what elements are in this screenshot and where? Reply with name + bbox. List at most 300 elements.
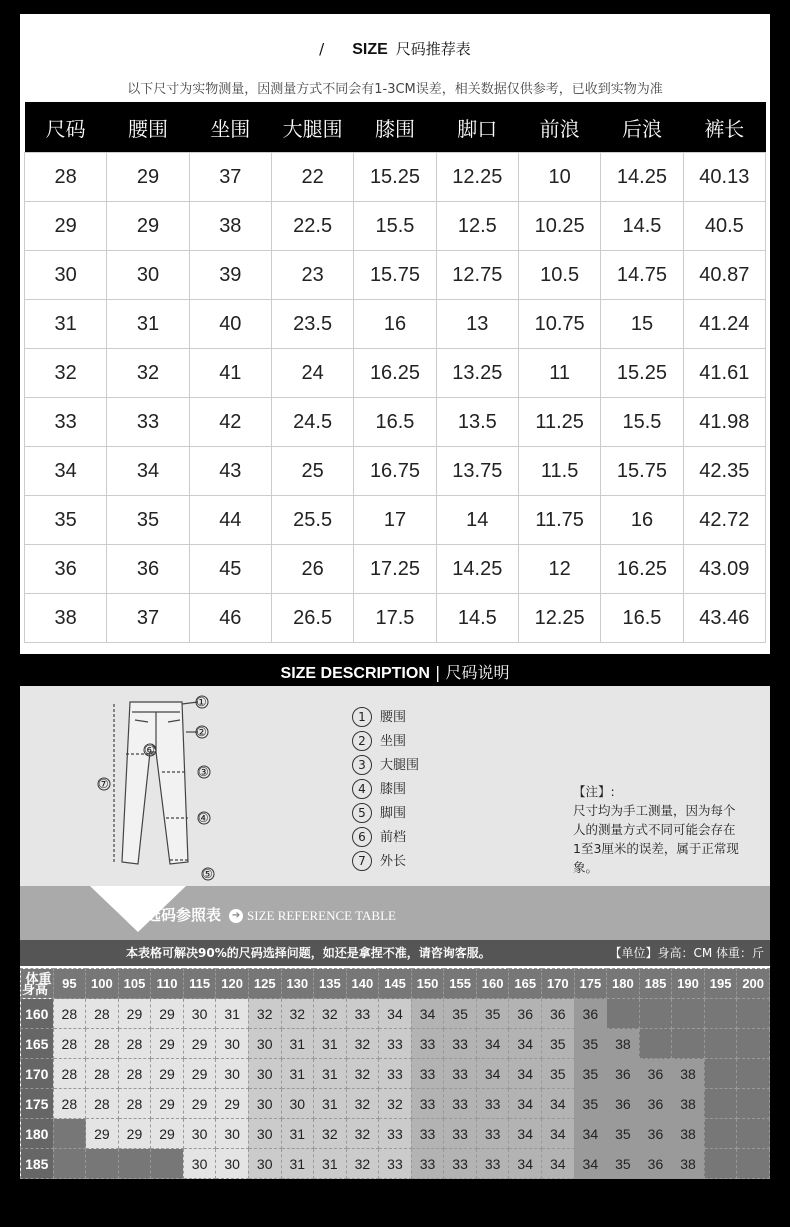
table-cell: 35 <box>574 1089 607 1119</box>
weight-header: 135 <box>314 969 347 999</box>
measurement-legend <box>352 706 419 874</box>
legend-item <box>352 826 419 850</box>
note-line: 尺寸均为手工测量，因为每个 <box>573 803 736 818</box>
table-cell: 32 <box>346 1119 379 1149</box>
table-cell: 22.5 <box>271 202 353 251</box>
table-cell: 33 <box>346 999 379 1029</box>
table-cell: 42 <box>189 398 271 447</box>
note-line: 1至3厘米的误差，属于正常现 <box>573 841 739 856</box>
table-cell: 38 <box>25 594 107 643</box>
legend-number: 6 <box>352 827 372 847</box>
table-cell: 26.5 <box>271 594 353 643</box>
measurement-note: 以下尺寸为实物测量，因测量方式不同会有1-3CM误差，相关数据仅供参考，已收到实物为准 <box>127 82 663 97</box>
table-cell: 32 <box>107 349 189 398</box>
note-line: 人的测量方式不同可能会存在 <box>573 822 736 837</box>
table-cell: 36 <box>639 1059 672 1089</box>
description-title-cn: 尺码说明 <box>445 663 510 682</box>
table-cell: 40 <box>189 300 271 349</box>
table-cell: 30 <box>183 1119 216 1149</box>
table-cell: 33 <box>411 1059 444 1089</box>
table-cell: 29 <box>151 1059 184 1089</box>
table-cell: 41.24 <box>683 300 765 349</box>
table-cell: 13.75 <box>436 447 518 496</box>
table-cell: 34 <box>476 1059 509 1089</box>
legend-label: 坐围 <box>380 734 407 749</box>
legend-label: 外长 <box>380 854 407 869</box>
table-cell <box>704 999 737 1029</box>
table-cell: 33 <box>476 1119 509 1149</box>
reference-table <box>20 968 770 1179</box>
table-row <box>25 202 766 251</box>
table-cell: 44 <box>189 496 271 545</box>
table-cell: 33 <box>379 1059 412 1089</box>
table-row <box>21 1149 770 1179</box>
height-header: 165 <box>21 1029 54 1059</box>
weight-header: 185 <box>639 969 672 999</box>
table-cell: 33 <box>411 1149 444 1179</box>
table-cell: 34 <box>542 1149 575 1179</box>
table-cell: 30 <box>25 251 107 300</box>
table-cell: 14.25 <box>436 545 518 594</box>
corner-weight-label: 体重 <box>25 970 52 986</box>
table-cell <box>737 1029 770 1059</box>
table-cell: 32 <box>25 349 107 398</box>
table-cell: 33 <box>444 1089 477 1119</box>
table-cell: 40.13 <box>683 153 765 202</box>
legend-item <box>352 850 419 874</box>
table-cell: 36 <box>542 999 575 1029</box>
table-row <box>25 153 766 202</box>
reference-header <box>20 886 770 940</box>
table-cell: 34 <box>25 447 107 496</box>
table-cell: 36 <box>639 1149 672 1179</box>
table-cell: 36 <box>639 1089 672 1119</box>
size-table-header <box>25 102 766 153</box>
table-cell: 41.98 <box>683 398 765 447</box>
table-cell: 10.5 <box>518 251 600 300</box>
table-cell: 40.5 <box>683 202 765 251</box>
height-header: 160 <box>21 999 54 1029</box>
table-cell: 35 <box>25 496 107 545</box>
table-cell: 11.75 <box>518 496 600 545</box>
corner-cell <box>21 969 54 999</box>
table-cell: 29 <box>151 1029 184 1059</box>
table-cell: 33 <box>444 1119 477 1149</box>
arrow-right-icon: ➔ <box>229 909 243 923</box>
table-cell: 15 <box>601 300 683 349</box>
reference-header-row <box>21 969 770 999</box>
table-cell: 28 <box>25 153 107 202</box>
table-cell: 34 <box>476 1029 509 1059</box>
table-cell: 10.25 <box>518 202 600 251</box>
table-cell: 29 <box>107 153 189 202</box>
table-cell: 29 <box>183 1089 216 1119</box>
corner-height-label: 身高 <box>22 981 49 997</box>
table-cell: 29 <box>25 202 107 251</box>
table-cell: 32 <box>314 999 347 1029</box>
table-cell: 33 <box>379 1029 412 1059</box>
table-cell: 15.5 <box>601 398 683 447</box>
table-cell: 33 <box>476 1089 509 1119</box>
table-cell: 12.5 <box>436 202 518 251</box>
table-cell: 36 <box>607 1089 640 1119</box>
table-cell: 40.87 <box>683 251 765 300</box>
table-cell: 38 <box>672 1059 705 1089</box>
column-header: 坐围 <box>189 102 271 153</box>
table-cell: 34 <box>542 1119 575 1149</box>
legend-number: 7 <box>352 851 372 871</box>
table-cell: 45 <box>189 545 271 594</box>
title-cn: 尺码推荐表 <box>395 40 471 58</box>
reference-note: 本表格可解决90%的尺码选择问题，如还是拿捏不准，请咨询客服。 <box>126 946 491 960</box>
diagram-marker-2: ② <box>196 725 207 739</box>
table-cell: 28 <box>118 1059 151 1089</box>
table-cell: 30 <box>107 251 189 300</box>
table-cell <box>672 999 705 1029</box>
table-cell: 41 <box>189 349 271 398</box>
table-cell: 29 <box>151 999 184 1029</box>
table-cell: 33 <box>411 1029 444 1059</box>
table-cell: 30 <box>216 1059 249 1089</box>
table-cell: 36 <box>639 1119 672 1149</box>
legend-label: 前档 <box>380 830 407 845</box>
table-cell: 15.25 <box>354 153 436 202</box>
table-cell: 15.75 <box>354 251 436 300</box>
table-cell: 32 <box>346 1059 379 1089</box>
height-header: 175 <box>21 1089 54 1119</box>
table-cell: 14.25 <box>601 153 683 202</box>
note-title: 【注】: <box>573 784 615 799</box>
table-cell: 14.5 <box>436 594 518 643</box>
weight-header: 170 <box>542 969 575 999</box>
table-cell: 13.25 <box>436 349 518 398</box>
reference-unit: 【单位】身高：CM 体重：斤 <box>609 946 764 960</box>
table-cell: 36 <box>574 999 607 1029</box>
table-cell: 12.25 <box>436 153 518 202</box>
table-cell: 32 <box>346 1089 379 1119</box>
legend-number: 4 <box>352 779 372 799</box>
table-cell: 29 <box>86 1119 119 1149</box>
table-row <box>21 1089 770 1119</box>
table-row <box>25 398 766 447</box>
table-cell: 25 <box>271 447 353 496</box>
table-cell: 35 <box>574 1059 607 1089</box>
column-header: 腰围 <box>107 102 189 153</box>
reference-note-bar <box>20 940 770 966</box>
table-cell: 36 <box>509 999 542 1029</box>
table-row <box>21 1029 770 1059</box>
height-header: 180 <box>21 1119 54 1149</box>
table-cell: 30 <box>248 1149 281 1179</box>
table-cell: 34 <box>509 1119 542 1149</box>
table-cell: 30 <box>248 1029 281 1059</box>
table-row <box>25 496 766 545</box>
table-cell: 28 <box>86 999 119 1029</box>
reference-title-en: SIZE REFERENCE TABLE <box>247 908 396 923</box>
table-cell: 36 <box>107 545 189 594</box>
table-cell: 16.75 <box>354 447 436 496</box>
table-cell: 29 <box>118 999 151 1029</box>
legend-label: 脚围 <box>380 806 407 821</box>
table-cell: 35 <box>542 1059 575 1089</box>
table-cell: 33 <box>411 1089 444 1119</box>
table-cell: 34 <box>509 1059 542 1089</box>
table-cell: 33 <box>411 1119 444 1149</box>
table-cell: 35 <box>607 1149 640 1179</box>
table-cell: 34 <box>411 999 444 1029</box>
table-cell: 24 <box>271 349 353 398</box>
table-cell: 34 <box>107 447 189 496</box>
table-cell: 28 <box>86 1089 119 1119</box>
table-cell: 28 <box>53 1029 86 1059</box>
table-cell: 42.72 <box>683 496 765 545</box>
table-cell: 35 <box>542 1029 575 1059</box>
legend-item <box>352 730 419 754</box>
table-cell: 13 <box>436 300 518 349</box>
table-cell: 16.5 <box>354 398 436 447</box>
table-cell: 38 <box>672 1089 705 1119</box>
table-cell: 28 <box>53 1089 86 1119</box>
table-cell: 33 <box>444 1149 477 1179</box>
table-row <box>25 300 766 349</box>
table-cell <box>86 1149 119 1179</box>
table-cell: 29 <box>151 1119 184 1149</box>
size-title <box>20 38 770 59</box>
column-header: 后浪 <box>601 102 683 153</box>
table-cell: 29 <box>151 1089 184 1119</box>
weight-header: 160 <box>476 969 509 999</box>
table-cell: 29 <box>118 1119 151 1149</box>
table-cell: 31 <box>281 1149 314 1179</box>
table-cell: 35 <box>107 496 189 545</box>
size-table <box>24 102 766 643</box>
table-cell: 35 <box>444 999 477 1029</box>
table-row <box>21 1119 770 1149</box>
table-cell: 31 <box>25 300 107 349</box>
table-cell: 32 <box>281 999 314 1029</box>
weight-header: 195 <box>704 969 737 999</box>
table-cell: 28 <box>53 999 86 1029</box>
legend-number: 5 <box>352 803 372 823</box>
table-cell: 35 <box>574 1029 607 1059</box>
table-cell: 33 <box>379 1119 412 1149</box>
table-cell: 34 <box>542 1089 575 1119</box>
title-en: SIZE <box>352 41 388 58</box>
table-cell: 31 <box>107 300 189 349</box>
table-cell: 43.09 <box>683 545 765 594</box>
table-cell: 31 <box>314 1059 347 1089</box>
weight-header: 115 <box>183 969 216 999</box>
column-header: 大腿围 <box>271 102 353 153</box>
table-cell: 25.5 <box>271 496 353 545</box>
weight-header: 150 <box>411 969 444 999</box>
table-cell: 31 <box>281 1059 314 1089</box>
table-cell: 14.75 <box>601 251 683 300</box>
table-cell: 30 <box>248 1119 281 1149</box>
table-row <box>21 999 770 1029</box>
size-recommendation-panel <box>20 14 770 654</box>
table-cell: 43.46 <box>683 594 765 643</box>
table-cell <box>737 1059 770 1089</box>
table-cell: 16.5 <box>601 594 683 643</box>
table-row <box>21 1059 770 1089</box>
table-cell: 32 <box>346 1149 379 1179</box>
diagram-marker-1: ① <box>196 695 207 709</box>
weight-header: 155 <box>444 969 477 999</box>
weight-header: 145 <box>379 969 412 999</box>
table-cell: 34 <box>509 1089 542 1119</box>
height-header: 170 <box>21 1059 54 1089</box>
table-cell: 31 <box>314 1089 347 1119</box>
diagram-marker-7: ⑦ <box>98 777 109 791</box>
table-cell: 37 <box>189 153 271 202</box>
table-cell: 16.25 <box>601 545 683 594</box>
table-cell: 29 <box>216 1089 249 1119</box>
table-cell <box>704 1149 737 1179</box>
legend-item <box>352 754 419 778</box>
height-header: 185 <box>21 1149 54 1179</box>
table-cell <box>737 999 770 1029</box>
table-cell: 34 <box>379 999 412 1029</box>
table-cell: 17.25 <box>354 545 436 594</box>
table-cell: 11.5 <box>518 447 600 496</box>
table-cell: 30 <box>281 1089 314 1119</box>
table-cell: 14 <box>436 496 518 545</box>
weight-header: 100 <box>86 969 119 999</box>
table-row <box>25 594 766 643</box>
table-cell: 34 <box>509 1149 542 1179</box>
table-cell: 30 <box>216 1119 249 1149</box>
note-box <box>573 782 763 877</box>
column-header: 裤长 <box>683 102 765 153</box>
column-header: 前浪 <box>518 102 600 153</box>
diagram-marker-5: ⑤ <box>202 867 213 881</box>
table-cell: 35 <box>476 999 509 1029</box>
legend-label: 腰围 <box>380 710 407 725</box>
table-cell: 34 <box>574 1149 607 1179</box>
table-cell: 11.25 <box>518 398 600 447</box>
table-cell: 11 <box>518 349 600 398</box>
table-cell: 33 <box>476 1149 509 1179</box>
table-cell: 29 <box>107 202 189 251</box>
reference-title-cn: 选码参照表 <box>146 906 222 924</box>
table-cell: 16 <box>601 496 683 545</box>
table-cell: 38 <box>672 1119 705 1149</box>
note-line: 象。 <box>573 860 599 875</box>
diagram-marker-3: ③ <box>198 765 209 779</box>
table-cell: 37 <box>107 594 189 643</box>
table-cell <box>737 1119 770 1149</box>
weight-header: 110 <box>151 969 184 999</box>
table-cell: 28 <box>118 1029 151 1059</box>
weight-header: 165 <box>509 969 542 999</box>
table-cell <box>704 1089 737 1119</box>
table-cell: 30 <box>183 999 216 1029</box>
table-cell: 29 <box>183 1029 216 1059</box>
table-cell: 10.75 <box>518 300 600 349</box>
table-cell: 41.61 <box>683 349 765 398</box>
table-cell <box>53 1149 86 1179</box>
table-cell: 28 <box>86 1059 119 1089</box>
table-cell: 28 <box>86 1029 119 1059</box>
table-cell: 15.5 <box>354 202 436 251</box>
table-cell: 17.5 <box>354 594 436 643</box>
table-cell: 16.25 <box>354 349 436 398</box>
table-cell: 38 <box>672 1149 705 1179</box>
table-cell: 32 <box>314 1119 347 1149</box>
table-cell: 36 <box>25 545 107 594</box>
table-cell: 15.25 <box>601 349 683 398</box>
table-cell <box>151 1149 184 1179</box>
table-cell: 23.5 <box>271 300 353 349</box>
table-cell <box>53 1119 86 1149</box>
table-row <box>25 251 766 300</box>
legend-number: 3 <box>352 755 372 775</box>
table-cell: 43 <box>189 447 271 496</box>
weight-header: 120 <box>216 969 249 999</box>
jeans-diagram <box>90 692 330 892</box>
table-cell: 31 <box>314 1029 347 1059</box>
reference-panel <box>20 940 770 1176</box>
legend-label: 膝围 <box>380 782 407 797</box>
table-cell: 26 <box>271 545 353 594</box>
table-cell: 42.35 <box>683 447 765 496</box>
table-cell: 12 <box>518 545 600 594</box>
weight-header: 175 <box>574 969 607 999</box>
table-cell <box>118 1149 151 1179</box>
table-cell: 30 <box>183 1149 216 1179</box>
table-cell: 30 <box>248 1059 281 1089</box>
weight-header: 180 <box>607 969 640 999</box>
column-header: 脚口 <box>436 102 518 153</box>
size-description-bar <box>0 660 790 686</box>
table-cell: 13.5 <box>436 398 518 447</box>
table-cell <box>607 999 640 1029</box>
table-cell: 29 <box>183 1059 216 1089</box>
table-cell <box>704 1029 737 1059</box>
table-cell <box>704 1059 737 1089</box>
table-cell: 34 <box>509 1029 542 1059</box>
table-cell: 33 <box>25 398 107 447</box>
table-cell: 30 <box>216 1149 249 1179</box>
weight-header: 200 <box>737 969 770 999</box>
table-cell: 32 <box>379 1089 412 1119</box>
table-cell: 39 <box>189 251 271 300</box>
diagram-marker-6: ⑥ <box>144 743 155 757</box>
table-cell <box>704 1119 737 1149</box>
table-cell: 31 <box>281 1029 314 1059</box>
table-cell: 16 <box>354 300 436 349</box>
table-cell <box>737 1149 770 1179</box>
weight-header: 140 <box>346 969 379 999</box>
table-cell <box>737 1089 770 1119</box>
description-title-en: SIZE DESCRIPTION <box>280 665 430 682</box>
table-cell: 33 <box>379 1149 412 1179</box>
table-cell: 31 <box>314 1149 347 1179</box>
title-slash: / <box>319 40 325 58</box>
table-cell: 32 <box>248 999 281 1029</box>
legend-item <box>352 706 419 730</box>
table-cell: 33 <box>444 1059 477 1089</box>
table-cell: 46 <box>189 594 271 643</box>
table-cell <box>672 1029 705 1059</box>
legend-item <box>352 778 419 802</box>
legend-number: 2 <box>352 731 372 751</box>
legend-item <box>352 802 419 826</box>
table-cell: 36 <box>607 1059 640 1089</box>
table-cell: 35 <box>607 1119 640 1149</box>
table-cell: 12.75 <box>436 251 518 300</box>
